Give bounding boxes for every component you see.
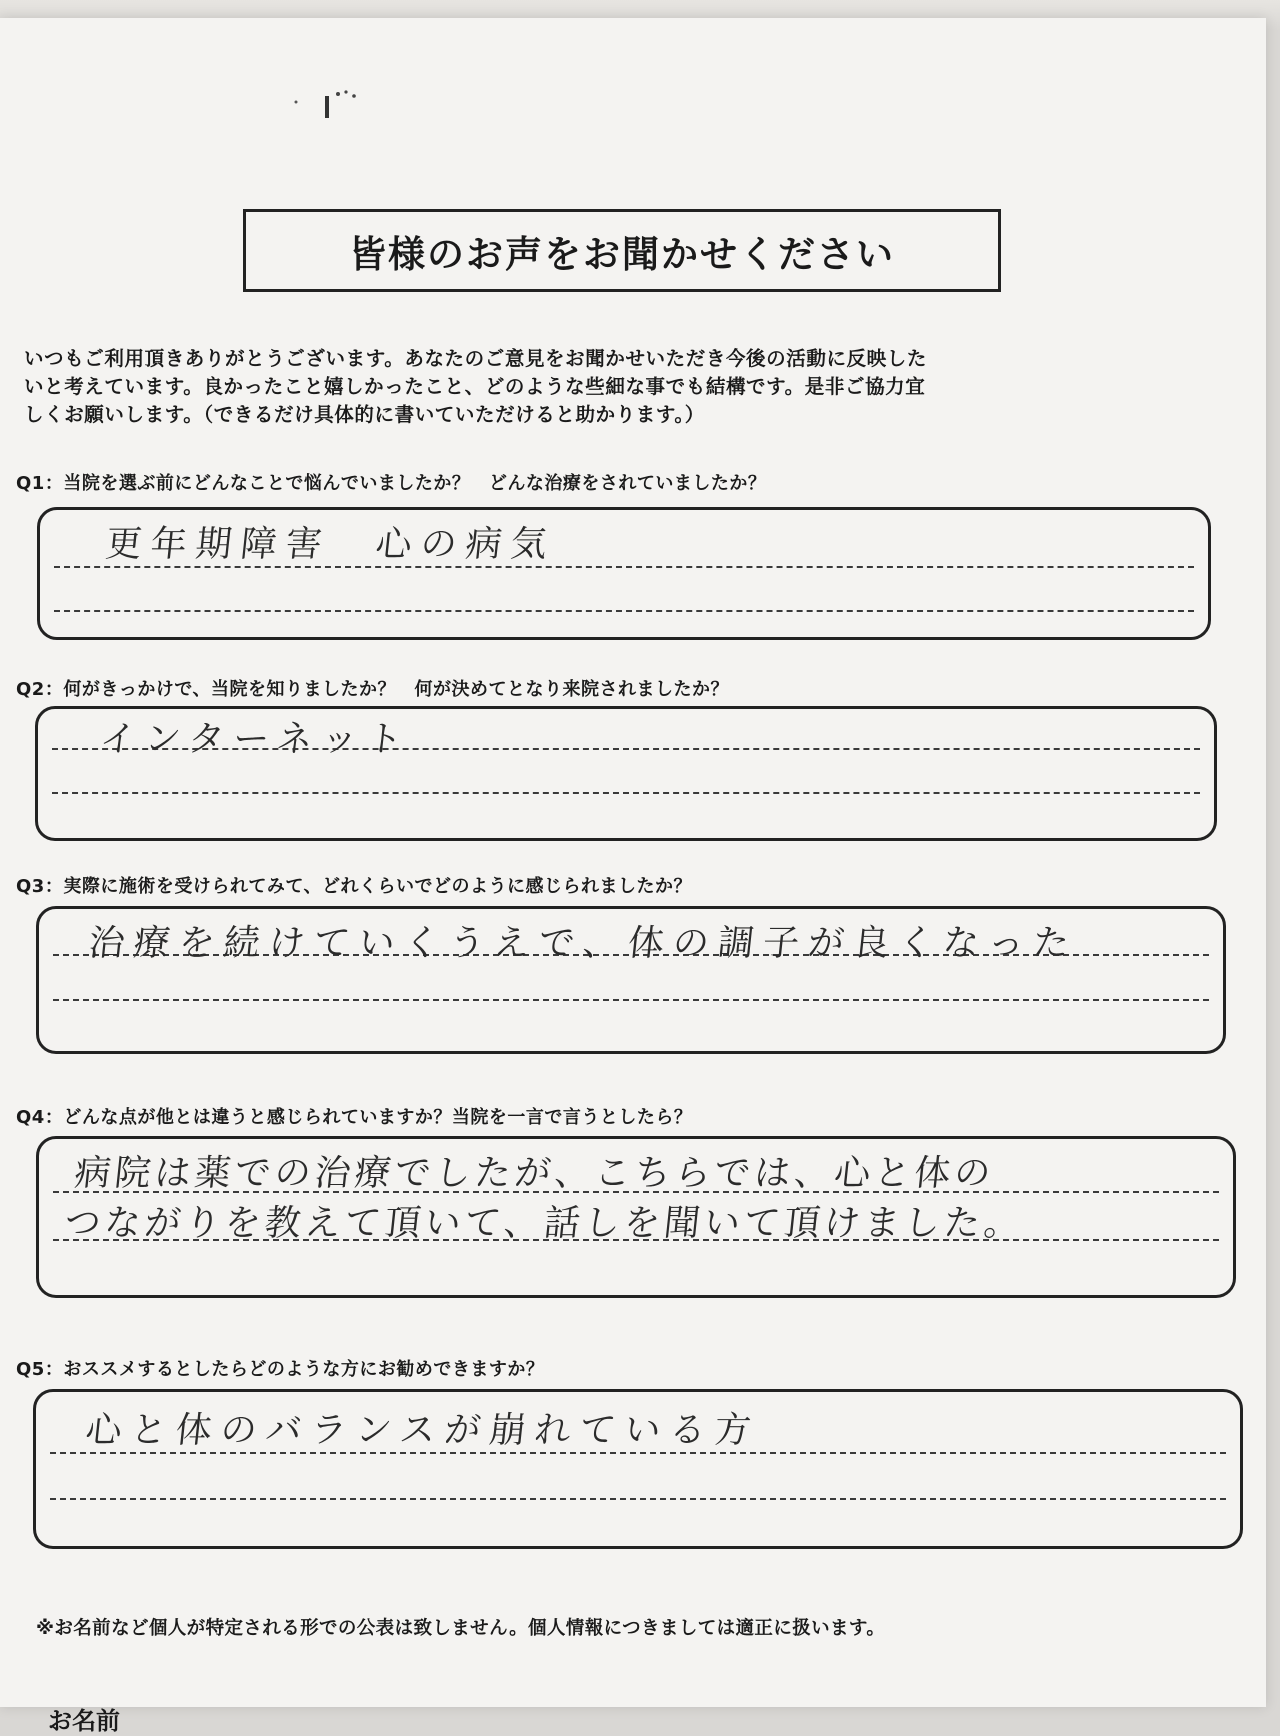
answer-line [50, 1498, 1226, 1500]
answer-box-2 [35, 706, 1217, 841]
handwritten-answer: つながりを教えて頂いて、話しを聞いて頂けました。 [62, 1203, 1027, 1244]
handwritten-answer: 病院は薬での治療でしたが、こちらでは、心と体の [72, 1153, 997, 1194]
answer-line [54, 610, 1194, 612]
question-4-label: Q4：どんな点が他とは違うと感じられていますか？当院を一言で言うとしたら？ [16, 1107, 693, 1128]
intro-line: しくお願いします。（できるだけ具体的に書いていただけると助かります。） [24, 403, 705, 426]
question-3-label: Q3：実際に施術を受けられてみて、どれくらいでどのように感じられましたか？ [16, 876, 692, 897]
intro-line: いと考えています。良かったこと嬉しかったこと、どのような些細な事でも結構です。是非ご協力宜 [24, 375, 926, 398]
answer-box-4 [36, 1136, 1236, 1298]
survey-sheet [0, 18, 1266, 1735]
question-2-label: Q2：何がきっかけで、当院を知りましたか？ 何が決めてとなり来院されましたか？ [16, 679, 729, 700]
intro-text [24, 345, 1224, 429]
answer-line [52, 792, 1200, 794]
question-5-label: Q5：おススメするとしたらどのような方にお勧めできますか？ [16, 1359, 545, 1380]
title-box [243, 209, 1001, 292]
name-label: お名前 [48, 1707, 120, 1735]
ink-specks [288, 88, 368, 128]
answer-box-5 [33, 1389, 1243, 1549]
question-1-label: Q1：当院を選ぶ前にどんなことで悩んでいましたか？ どんな治療をされていましたか？ [16, 473, 767, 494]
handwritten-answer: 更年期障害 心の病気 [103, 524, 558, 565]
answer-box-1 [37, 507, 1211, 640]
handwritten-answer: インターネット [97, 719, 414, 760]
handwritten-answer: 治療を続けていくうえで、体の調子が良くなった [86, 923, 1081, 964]
intro-line: いつもご利用頂きありがとうございます。あなたのご意見をお聞かせいただき今後の活動に反映した [24, 347, 927, 370]
page-title: 皆様のお声をお聞かせください [349, 231, 895, 276]
handwritten-answer: 心と体のバランスが崩れている方 [83, 1410, 762, 1451]
privacy-footnote: ※お名前など個人が特定される形での公表は致しません。個人情報につきましては適正に扱います。 [36, 1618, 886, 1639]
answer-line [53, 999, 1209, 1001]
answer-box-3 [36, 906, 1226, 1054]
